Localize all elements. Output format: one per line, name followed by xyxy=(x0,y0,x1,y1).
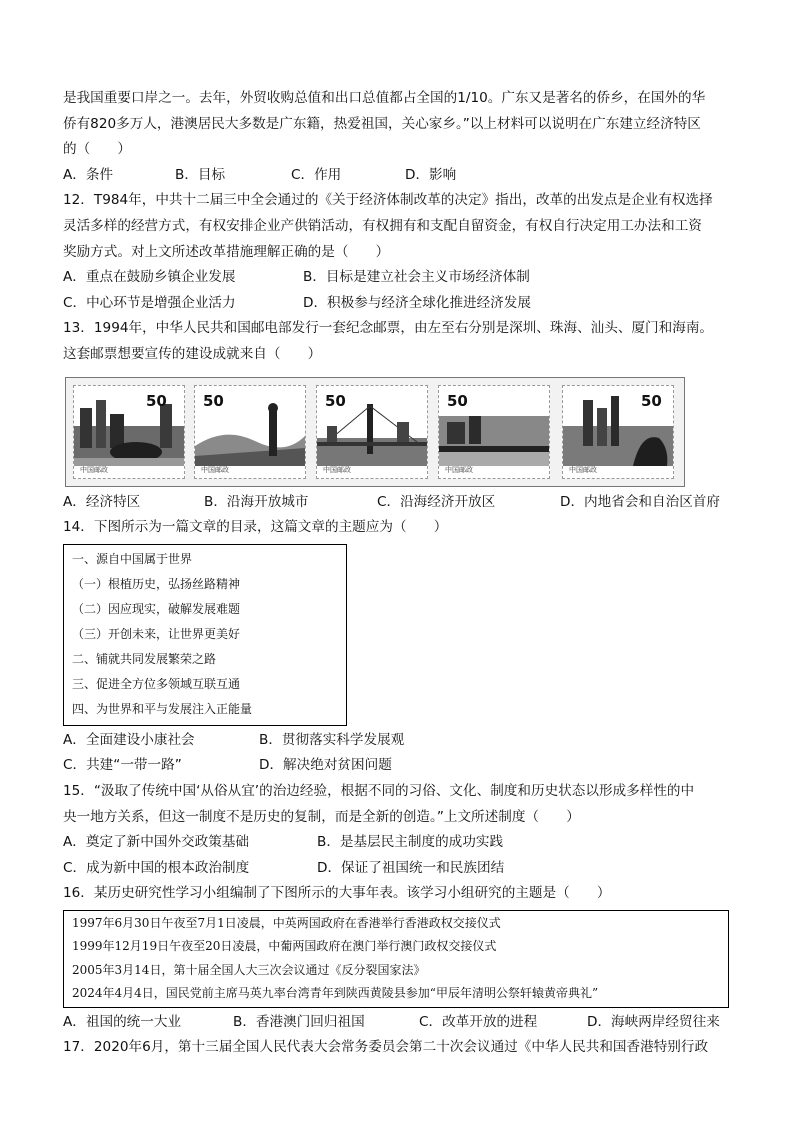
event-timeline-box xyxy=(63,910,729,1008)
option-a[interactable]: A．经济特区 xyxy=(63,493,141,510)
option-d[interactable]: D．保证了祖国统一和民族团结 xyxy=(317,859,505,876)
toc-item: （三）开创未来，让世界更美好 xyxy=(72,626,241,641)
text-line: 12．T984年，中共十二届三中全会通过的《关于经济体制改革的决定》指出，改革的出发点是企业有权选择 xyxy=(63,192,713,209)
option-b[interactable]: B．沿海开放城市 xyxy=(204,493,309,510)
q13-options xyxy=(63,490,735,516)
text-line: 奖励方式。对上文所述改革措施理解正确的是（ ） xyxy=(63,243,390,260)
text-line: 是我国重要口岸之一。去年，外贸收购总值和出口总值都占全国的1/10。广东又是著名的侨乡，在国外的华 xyxy=(63,90,706,106)
stamp-footer: 中国邮政 xyxy=(445,465,473,474)
q13-stem xyxy=(63,316,735,367)
stamp-value: 50 xyxy=(203,391,224,410)
q17-stem: 17．2020年6月，第十三届全国人民代表大会常务委员会第二十次会议通过《中华人民共和国香港特别行政 xyxy=(63,1039,709,1056)
text-line: 的（ ） xyxy=(63,141,131,158)
option-a[interactable]: A．条件 xyxy=(63,166,114,183)
q15-stem xyxy=(63,779,735,830)
q12-options-row2 xyxy=(63,291,735,317)
text-line: 这套邮票想要宣传的建设成就来自（ ） xyxy=(63,345,322,362)
q12-options-row1 xyxy=(63,265,735,291)
stamp-shantou xyxy=(316,385,428,479)
stamp-footer: 中国邮政 xyxy=(80,465,108,474)
q16-options xyxy=(63,1010,735,1036)
option-c[interactable]: C．成为新中国的根本政治制度 xyxy=(63,859,250,876)
stamp-footer: 中国邮政 xyxy=(323,465,351,474)
stamp-hainan xyxy=(562,385,674,479)
option-c[interactable]: C．中心环节是增强企业活力 xyxy=(63,294,236,311)
option-a[interactable]: A．祖国的统一大业 xyxy=(63,1013,182,1030)
q14-options-row2 xyxy=(63,753,735,779)
q14-options-row1 xyxy=(63,728,735,754)
option-a[interactable]: A．重点在鼓励乡镇企业发展 xyxy=(63,269,236,286)
q14-stem: 14．下图所示为一篇文章的目录，这篇文章的主题应为（ ） xyxy=(63,519,448,536)
timeline-item: 1999年12月19日午夜至20日凌晨，中葡两国政府在澳门举行澳门政权交接仪式 xyxy=(72,939,497,954)
exam-page xyxy=(63,86,735,1061)
table-of-contents-box xyxy=(63,544,347,726)
option-b[interactable]: B．贯彻落实科学发展观 xyxy=(259,731,405,748)
timeline-item: 1997年6月30日午夜至7月1日凌晨，中英两国政府在香港举行香港政权交接仪式 xyxy=(72,915,501,930)
stamp-zhuhai xyxy=(194,385,306,479)
stamp-value: 50 xyxy=(641,391,662,410)
option-b[interactable]: B．香港澳门回归祖国 xyxy=(233,1013,365,1030)
toc-item: （二）因应现实，破解发展难题 xyxy=(72,601,241,616)
text-line: 13．1994年，中华人民共和国邮电部发行一套纪念邮票，由左至右分别是深圳、珠海、汕头、厦门和海南。 xyxy=(63,320,714,337)
option-c[interactable]: C．沿海经济开放区 xyxy=(377,493,496,510)
stamp-strip xyxy=(65,377,685,487)
stamp-footer: 中国邮政 xyxy=(201,465,229,474)
timeline-item: 2005年3月14日，第十届全国人大三次会议通过《反分裂国家法》 xyxy=(72,962,426,977)
option-c[interactable]: C．改革开放的进程 xyxy=(419,1013,538,1030)
stamp-xiamen xyxy=(438,385,550,479)
option-d[interactable]: D．内地省会和自治区首府 xyxy=(560,493,720,510)
toc-item: 二、铺就共同发展繁荣之路 xyxy=(72,651,217,666)
q15-options-row1 xyxy=(63,830,735,856)
option-c[interactable]: C．作用 xyxy=(291,166,342,183)
text-line: 侨有820多万人，港澳居民大多数是广东籍，热爱祖国，关心家乡。”以上材料可以说明在广东建立经济特区 xyxy=(63,115,701,132)
q15-options-row2 xyxy=(63,856,735,882)
option-d[interactable]: D．解决绝对贫困问题 xyxy=(259,757,392,774)
text-line: 灵活多样的经营方式，有权安排企业产供销活动，有权拥有和支配自留资金，有权自行决定用工办法和工资 xyxy=(63,217,702,234)
text-line: 央一地方关系，但这一制度不是历史的复制，而是全新的创造。”上文所述制度（ ） xyxy=(63,808,580,825)
option-b[interactable]: B．目标是建立社会主义市场经济体制 xyxy=(303,269,530,286)
stamp-value: 50 xyxy=(325,391,346,410)
text-line: 15．“汲取了传统中国‘从俗从宜’的治边经验，根据不同的习俗、文化、制度和历史状态以形成多样性的中 xyxy=(63,782,695,799)
q11-options xyxy=(63,163,735,189)
option-d[interactable]: D．影响 xyxy=(405,166,457,183)
q16-stem: 16．某历史研究性学习小组编制了下图所示的大事年表。该学习小组研究的主题是（ ） xyxy=(63,885,611,902)
stamp-value: 50 xyxy=(146,391,167,410)
q12-stem xyxy=(63,188,735,265)
stamp-footer: 中国邮政 xyxy=(569,465,597,474)
q11-stem xyxy=(63,86,735,163)
option-a[interactable]: A．全面建设小康社会 xyxy=(63,731,195,748)
option-d[interactable]: D．海峡两岸经贸往来 xyxy=(587,1013,720,1030)
option-c[interactable]: C．共建“一带一路” xyxy=(63,757,182,774)
stamp-value: 50 xyxy=(447,391,468,410)
option-d[interactable]: D．积极参与经济全球化推进经济发展 xyxy=(303,294,531,311)
stamp-shenzhen xyxy=(73,385,185,479)
toc-item: 一、源自中国属于世界 xyxy=(72,551,193,566)
toc-item: （一）根植历史，弘扬丝路精神 xyxy=(72,576,241,591)
toc-item: 三、促进全方位多领域互联互通 xyxy=(72,676,241,691)
timeline-item: 2024年4月4日，国民党前主席马英九率台湾青年到陕西黄陵县参加“甲辰年清明公祭轩辕黄帝典礼” xyxy=(72,986,599,1001)
toc-item: 四、为世界和平与发展注入正能量 xyxy=(72,701,253,716)
option-b[interactable]: B．是基层民主制度的成功实践 xyxy=(317,834,504,851)
option-b[interactable]: B．目标 xyxy=(175,166,226,183)
option-a[interactable]: A．奠定了新中国外交政策基础 xyxy=(63,834,250,851)
